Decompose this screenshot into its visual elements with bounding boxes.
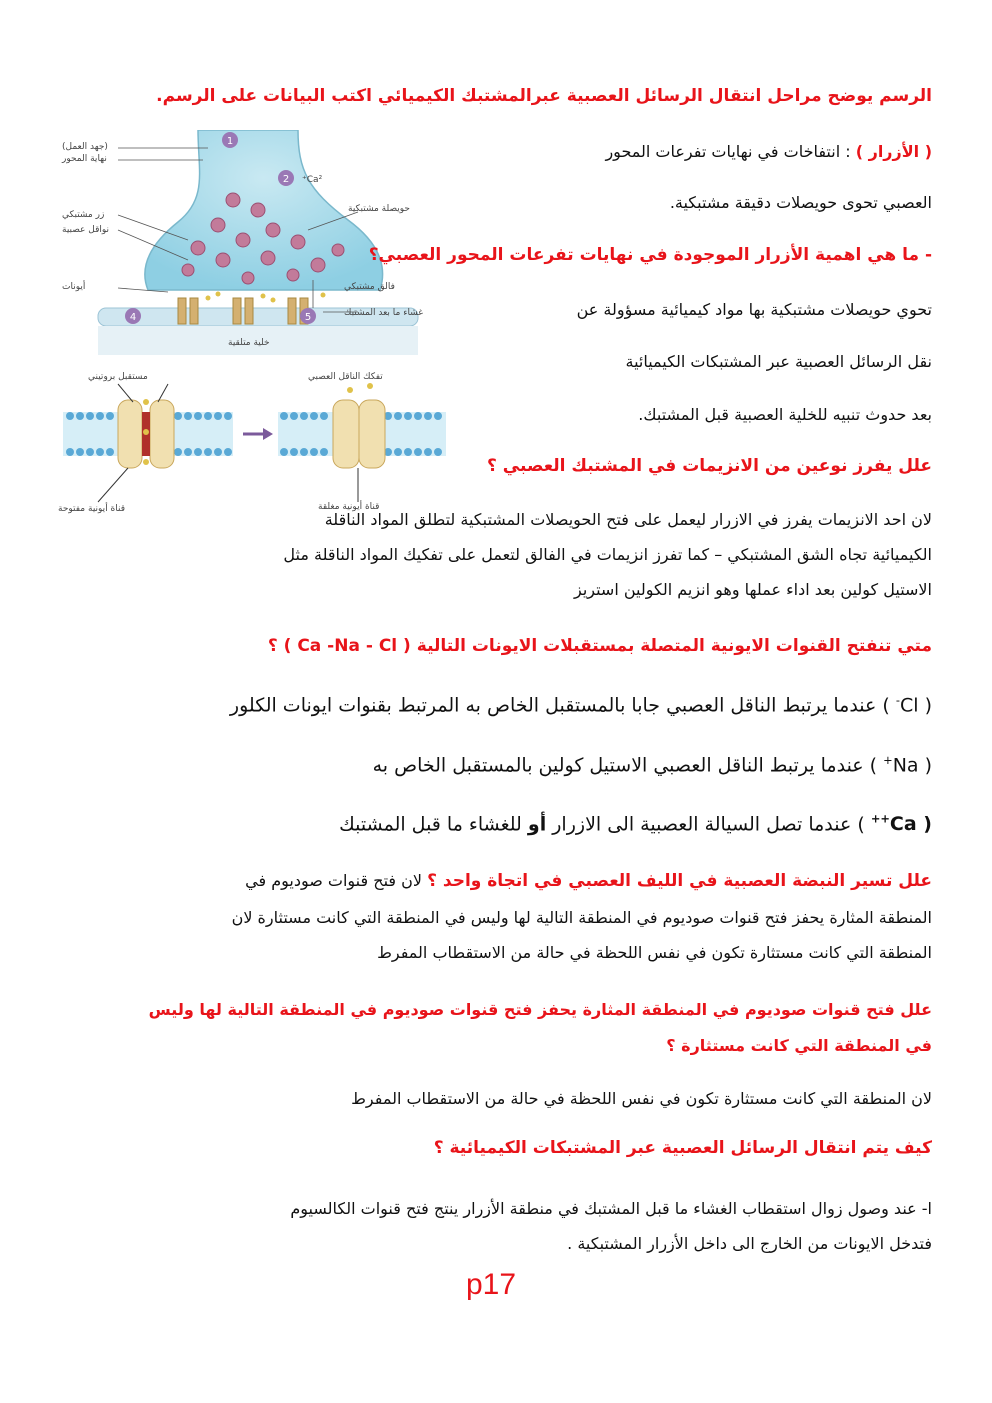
chloride-answer	[230, 693, 932, 716]
question-1: - ما هي اهمية الأزرار الموجودة في نهايات تفرعات المحور العصبي؟	[368, 245, 932, 265]
fig2-label-open-channel: قناة أيونية مفتوحة	[58, 504, 126, 514]
fig1-label-synaptic-cleft: فالق مشتبكي	[344, 282, 395, 292]
question-3	[268, 636, 932, 656]
answer-1-line3: بعد حدوث تنبيه للخلية العصبية قبل المشتبك.	[638, 405, 932, 424]
question-5-line1: علل فتح قنوات صوديوم في المنطقة المثارة يحفز فتح قنوات صوديوم في المنطقة التالية لها وليس	[148, 1000, 932, 1019]
fig1-label-ions: أيونات	[62, 282, 86, 292]
calcium-answer	[339, 812, 932, 835]
question-4	[245, 871, 932, 891]
sodium-answer	[373, 753, 932, 776]
ion-channel-diagram	[58, 372, 450, 520]
answer-2-line3: الاستيل كولين بعد اداء عملها وهو انزيم الكولين استريز	[573, 580, 932, 599]
arrow-right	[243, 428, 273, 440]
buttons-def-line1: : انتفاخات في نهايات تفرعات المحور	[605, 142, 856, 161]
calcium-charge: ++	[870, 812, 890, 826]
question-2: علل يفرز نوعين من الانزيمات في المشتبك العصبي ؟	[487, 456, 932, 476]
question-4-text: علل تسير النبضة العصبية في الليف العصبي في اتجاة واحد ؟	[427, 871, 932, 891]
chloride-text: ) عندما يرتبط الناقل العصبي جابا بالمستقبل الخاص به المرتبط بقنوات ايونات الكلور	[229, 694, 896, 717]
answer-2-line2: الكيميائية تجاه الشق المشتبكي – كما تفرز انزيمات في الفالق لتعمل على تفكيك المواد الناقلة مثل	[283, 545, 932, 564]
svg-text:4: 4	[129, 312, 137, 323]
chloride-ion: ( Cl	[900, 694, 932, 717]
answer-4-line1: لان فتح قنوات صوديوم في	[245, 871, 428, 890]
question-5-line2: في المنطقة التي كانت مستثارة ؟	[666, 1036, 932, 1055]
question-3-text: متي تنفتح القنوات الايونية المتصلة بمستقبلات الايونات التالية	[416, 636, 932, 656]
answer-5: لان المنطقة التي كانت مستثارة تكون في نفس اللحظة في حالة من الاستقطاب المفرط	[351, 1089, 932, 1108]
svg-text:2: 2	[282, 174, 290, 185]
fig1-label-action-potential: (جهد العمل)	[62, 142, 108, 152]
answer-6-line2: فتدخل الايونات من الخارج الى داخل الأزرار المشتبكية .	[567, 1234, 932, 1253]
fig2-label-breakdown: تفكك الناقل العصبي	[308, 372, 383, 382]
fig1-label-postsynaptic: غشاء ما بعد المشتبك	[344, 308, 423, 318]
page-number: p17	[466, 1268, 517, 1301]
calcium-text-1: ) عندما تصل السيالة العصبية الى الازرار	[546, 813, 871, 836]
answer-6-line1: ا- عند وصول زوال استقطاب الغشاء ما قبل المشتبك في منطقة الأزرار ينتج فتح قنوات الكالسيوم	[290, 1199, 932, 1218]
sodium-ion: ( Na	[892, 754, 932, 777]
sodium-charge: +	[883, 753, 893, 767]
calcium-or: أو	[527, 813, 547, 836]
answer-4-line2: المنطقة المثارة يحفز فتح قنوات صوديوم في المنطقة التالية لها وليس في المنطقة التي كانت مستثارة لان	[231, 908, 932, 927]
svg-text:5: 5	[304, 312, 312, 323]
svg-text:1: 1	[226, 136, 234, 147]
fig1-label-neurotransmitters: نواقل عصبية	[62, 225, 110, 235]
question-6: كيف يتم انتقال الرسائل العصبية عبر المشتبكات الكيميائية ؟	[433, 1138, 932, 1158]
page-title: الرسم يوضح مراحل انتقال الرسائل العصبية عبرالمشتبك الكيميائي اكتب البيانات على الرسم.	[156, 86, 932, 106]
fig1-label-synaptic-knob: زر مشتبكي	[62, 210, 105, 220]
fig2-label-receptor: مستقبل بروتيني	[88, 372, 148, 382]
calcium-ion: ( Ca	[889, 813, 932, 836]
question-3-ions: ( Ca -Na - Cl )	[283, 636, 411, 656]
ion-channel-figure	[58, 372, 450, 520]
fig2-label-closed-channel: قناة أيونية مغلقة	[318, 502, 380, 512]
synapse-figure	[58, 130, 458, 355]
fig1-label-axon-end: نهاية المحور	[62, 154, 107, 164]
membrane-left	[63, 399, 233, 468]
sodium-text: ) عندما يرتبط الناقل العصبي الاستيل كولين بالمستقبل الخاص به	[372, 754, 884, 777]
chloride-charge: -	[895, 693, 900, 707]
synapse-diagram	[58, 130, 458, 355]
answer-2-line1: لان احد الانزيمات يفرز في الازرار ليعمل على فتح الحويصلات المشتبكية لتطلق المواد الناقلة	[324, 510, 932, 529]
fig1-label-vesicle: حويصلة مشتبكية	[348, 204, 410, 214]
answer-1-line2: نقل الرسائل العصبية عبر المشتبكات الكيميائية	[625, 352, 932, 371]
answer-4-line3: المنطقة التي كانت مستثارة تكون في نفس اللحظة في حالة من الاستقطاب المفرط	[377, 943, 932, 962]
fig1-label-receiving-cell: خلية متلقية	[228, 338, 270, 348]
fig1-label-calcium: Ca²⁺	[302, 175, 323, 185]
buttons-definition	[605, 142, 932, 161]
buttons-def-line2: العصبي تحوى حويصلات دقيقة مشتبكية.	[669, 193, 932, 212]
question-3-end: ؟	[267, 636, 284, 656]
buttons-term: ( الأزرار )	[855, 142, 932, 161]
membrane-right	[278, 383, 446, 468]
calcium-text-2: للغشاء ما قبل المشتبك	[339, 813, 528, 836]
answer-1-line1: تحوي حويصلات مشتبكية بها مواد كيميائية مسؤولة عن	[576, 300, 932, 319]
